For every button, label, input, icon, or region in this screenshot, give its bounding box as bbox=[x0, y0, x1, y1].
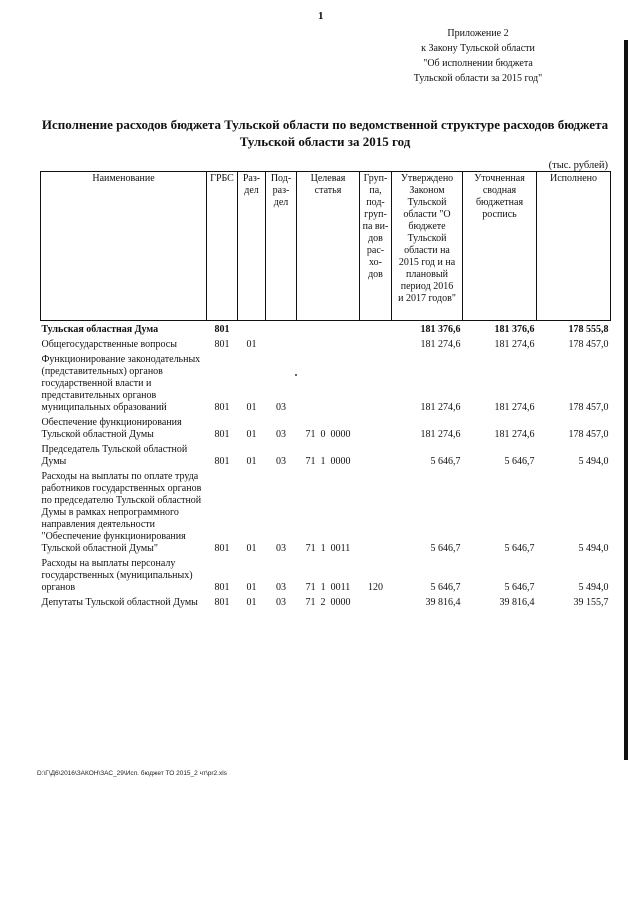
cell-grbs: 801 bbox=[214, 429, 230, 440]
cell-executed: 5 494,0 bbox=[578, 543, 609, 554]
table-row bbox=[41, 337, 611, 352]
cell-grbs: 801 bbox=[214, 543, 230, 554]
table-row bbox=[41, 352, 611, 415]
cell-refined: 181 274,6 bbox=[494, 429, 535, 440]
table-header-row bbox=[41, 172, 611, 321]
cell-refined: 39 816,4 bbox=[499, 597, 535, 608]
cell-target-article bbox=[297, 321, 360, 338]
cell-refined: 181 274,6 bbox=[494, 339, 535, 350]
cell-podrazdel: 03 bbox=[276, 402, 286, 413]
table-row bbox=[41, 469, 611, 556]
header-expense-type: Груп- па, под- груп- па ви- дов рас- хо- дов bbox=[360, 172, 392, 321]
cell-executed: 178 457,0 bbox=[568, 429, 609, 440]
header-executed: Исполнено bbox=[537, 172, 611, 321]
cell-approved: 181 274,6 bbox=[420, 402, 461, 413]
header-grbs: ГРБС bbox=[207, 172, 238, 321]
cell-expense-type bbox=[360, 469, 392, 556]
header-refined: Уточненная сводная бюджетная роспись bbox=[463, 172, 537, 321]
cell-razdel: 01 bbox=[246, 543, 257, 554]
cell-target-article: 71 2 0000 bbox=[305, 597, 351, 608]
appendix-line-3: "Об исполнении бюджета bbox=[423, 58, 533, 69]
cell-name: Расходы на выплаты персоналу государственных (муниципальных) органов bbox=[41, 558, 193, 593]
cell-approved: 39 816,4 bbox=[425, 597, 461, 608]
cell-target-article: 71 1 0000 bbox=[305, 456, 351, 467]
cell-refined: 5 646,7 bbox=[504, 456, 535, 467]
cell-razdel: 01 bbox=[246, 429, 257, 440]
cell-podrazdel bbox=[266, 321, 297, 338]
cell-name: Функционирование законодательных (представительных) органов государственной власти и представительных органов муниципальных образований bbox=[41, 354, 201, 413]
cell-executed: 5 494,0 bbox=[578, 456, 609, 467]
cell-approved: 181 274,6 bbox=[420, 339, 461, 350]
cell-approved: 181 376,6 bbox=[420, 324, 461, 335]
cell-expense-type bbox=[360, 321, 392, 338]
cell-target-article: 71 0 0000 bbox=[305, 429, 351, 440]
cell-expense-type bbox=[360, 415, 392, 442]
cell-target-article bbox=[297, 352, 360, 415]
cell-target-article bbox=[297, 337, 360, 352]
cell-razdel: 01 bbox=[246, 339, 257, 350]
cell-executed: 178 555,8 bbox=[568, 324, 609, 335]
header-target-article: Целевая статья bbox=[297, 172, 360, 321]
cell-approved: 5 646,7 bbox=[430, 582, 461, 593]
table-row bbox=[41, 556, 611, 595]
cell-name: Общегосударственные вопросы bbox=[41, 339, 177, 350]
cell-refined: 5 646,7 bbox=[504, 543, 535, 554]
table-row bbox=[41, 415, 611, 442]
cell-grbs: 801 bbox=[214, 456, 230, 467]
cell-grbs: 801 bbox=[214, 339, 230, 350]
units-label: (тыс. рублей) bbox=[548, 160, 608, 171]
cell-name: Председатель Тульской областной Думы bbox=[41, 444, 188, 467]
appendix-line-2: к Закону Тульской области bbox=[421, 43, 535, 54]
cell-name: Расходы на выплаты по оплате труда работников государственных органов по председателю Тульской областной Думы в рамках непрограммного направления деятельности "Обеспечение функционирования Тульской областной Думы" bbox=[41, 471, 202, 554]
cell-grbs: 801 bbox=[214, 582, 230, 593]
appendix-note bbox=[378, 26, 578, 86]
cell-podrazdel: 03 bbox=[276, 456, 286, 467]
cell-expense-type bbox=[360, 337, 392, 352]
header-podrazdel: Под- раз- дел bbox=[266, 172, 297, 321]
cell-expense-type bbox=[360, 442, 392, 469]
cell-expense-type bbox=[360, 352, 392, 415]
cell-name: Депутаты Тульской областной Думы bbox=[41, 597, 198, 608]
cell-executed: 178 457,0 bbox=[568, 339, 609, 350]
expenditure-table bbox=[40, 171, 611, 610]
cell-target-article: 71 1 0011 bbox=[305, 582, 351, 593]
cell-podrazdel: 03 bbox=[276, 597, 286, 608]
cell-grbs: 801 bbox=[214, 402, 230, 413]
cell-grbs: 801 bbox=[214, 324, 230, 335]
appendix-line-1: Приложение 2 bbox=[447, 28, 509, 39]
scan-edge-bar bbox=[624, 40, 628, 760]
cell-refined: 181 376,6 bbox=[494, 324, 535, 335]
header-name: Наименование bbox=[41, 172, 207, 321]
cell-grbs: 801 bbox=[214, 597, 230, 608]
table-row bbox=[41, 595, 611, 610]
cell-refined: 5 646,7 bbox=[504, 582, 535, 593]
cell-podrazdel: 03 bbox=[276, 582, 286, 593]
cell-razdel: 01 bbox=[246, 456, 257, 467]
header-approved: Утверждено Законом Тульской области "О бюджете Тульской области на 2015 год и на плановый период 2016 и 2017 годов" bbox=[392, 172, 463, 321]
page-number: 1 bbox=[318, 10, 324, 22]
cell-razdel: 01 bbox=[246, 597, 257, 608]
cell-razdel: 01 bbox=[246, 402, 257, 413]
cell-name: Тульская областная Дума bbox=[41, 324, 159, 335]
table-body bbox=[41, 321, 611, 611]
cell-razdel: 01 bbox=[246, 582, 257, 593]
cell-podrazdel bbox=[266, 337, 297, 352]
table-row bbox=[41, 442, 611, 469]
appendix-line-4: Тульской области за 2015 год" bbox=[413, 73, 543, 84]
file-path-footer: D:\Г\Д6\2016\ЗАКОН\ЗАС_29\Исп. бюджет ТО 2015_2 чт\pr2.xls bbox=[37, 770, 227, 777]
cell-podrazdel: 03 bbox=[276, 429, 286, 440]
cell-name: Обеспечение функционирования Тульской областной Думы bbox=[41, 417, 182, 440]
cell-executed: 39 155,7 bbox=[573, 597, 609, 608]
cell-approved: 5 646,7 bbox=[430, 543, 461, 554]
cell-target-article: 71 1 0011 bbox=[305, 543, 351, 554]
cell-executed: 178 457,0 bbox=[568, 402, 609, 413]
document-title: Исполнение расходов бюджета Тульской области по ведомственной структуре расходов бюджета Тульской области за 2015 год bbox=[41, 117, 609, 149]
cell-razdel bbox=[238, 321, 266, 338]
header-razdel: Раз- дел bbox=[238, 172, 266, 321]
cell-executed: 5 494,0 bbox=[578, 582, 609, 593]
cell-expense-type bbox=[360, 595, 392, 610]
table-row bbox=[41, 321, 611, 338]
cell-refined: 181 274,6 bbox=[494, 402, 535, 413]
cell-approved: 181 274,6 bbox=[420, 429, 461, 440]
cell-podrazdel: 03 bbox=[276, 543, 286, 554]
cell-expense-type: 120 bbox=[368, 582, 383, 593]
cell-approved: 5 646,7 bbox=[430, 456, 461, 467]
